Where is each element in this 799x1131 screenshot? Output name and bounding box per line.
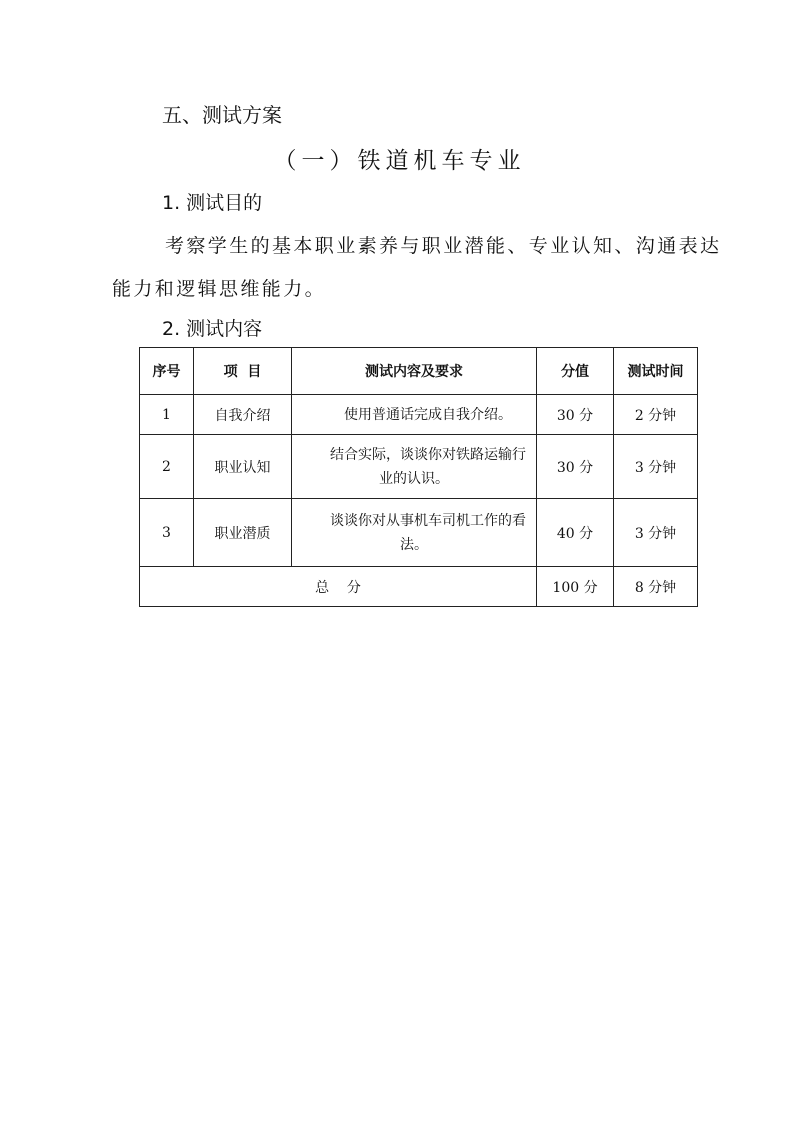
row-time: 3 分钟 bbox=[614, 435, 698, 499]
header-item: 项 目 bbox=[194, 348, 292, 395]
header-index: 序号 bbox=[140, 348, 194, 395]
row-index: 1 bbox=[140, 395, 194, 435]
table-header-row bbox=[140, 348, 698, 395]
content-heading: 2. 测试内容 bbox=[162, 318, 263, 340]
row-index: 3 bbox=[140, 499, 194, 567]
table-row bbox=[140, 499, 698, 567]
total-time: 8 分钟 bbox=[614, 567, 698, 607]
row-requirement: 谈谈你对从事机车司机工作的看法。 bbox=[292, 499, 537, 567]
sub-title: （一）铁道机车专业 bbox=[273, 148, 526, 174]
header-score: 分值 bbox=[537, 348, 614, 395]
row-time: 3 分钟 bbox=[614, 499, 698, 567]
row-item: 职业认知 bbox=[194, 435, 292, 499]
table-row bbox=[140, 435, 698, 499]
row-index: 2 bbox=[140, 435, 194, 499]
row-requirement: 使用普通话完成自我介绍。 bbox=[292, 395, 537, 435]
row-item: 自我介绍 bbox=[194, 395, 292, 435]
purpose-heading: 1. 测试目的 bbox=[162, 192, 263, 214]
section-title: 五、测试方案 bbox=[162, 103, 282, 127]
table-total-row bbox=[140, 567, 698, 607]
row-score: 30 分 bbox=[537, 435, 614, 499]
total-label: 总 分 bbox=[140, 567, 537, 607]
header-time: 测试时间 bbox=[614, 348, 698, 395]
purpose-line-1: 考察学生的基本职业素养与职业潜能、专业认知、沟通表达 bbox=[165, 235, 722, 257]
purpose-line-2: 能力和逻辑思维能力。 bbox=[112, 278, 327, 300]
header-requirement: 测试内容及要求 bbox=[292, 348, 537, 395]
row-time: 2 分钟 bbox=[614, 395, 698, 435]
total-score: 100 分 bbox=[537, 567, 614, 607]
row-score: 40 分 bbox=[537, 499, 614, 567]
table-row bbox=[140, 395, 698, 435]
row-score: 30 分 bbox=[537, 395, 614, 435]
row-item: 职业潜质 bbox=[194, 499, 292, 567]
row-requirement: 结合实际，谈谈你对铁路运输行业的认识。 bbox=[292, 435, 537, 499]
test-content-table bbox=[139, 347, 698, 607]
